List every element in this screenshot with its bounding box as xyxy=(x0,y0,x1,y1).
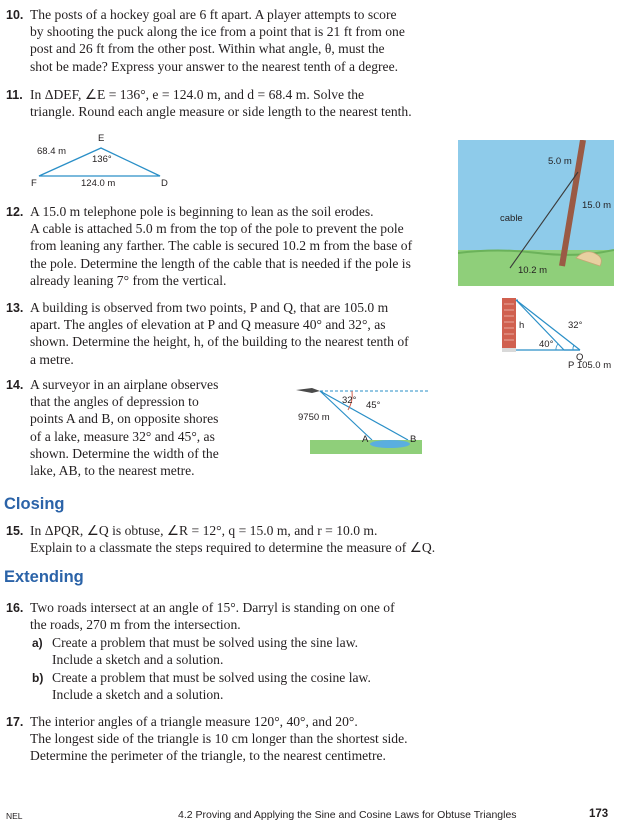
text-line: The longest side of the triangle is 10 cm longer than the shortest side. xyxy=(30,731,408,747)
question-16-number: 16. xyxy=(6,601,24,615)
text-line: A surveyor in an airplane observes xyxy=(30,377,219,392)
text-line: of a lake, measure 32° and 45°, as xyxy=(30,428,215,444)
text-line: A cable is attached 5.0 m from the top of the pole to prevent the pole xyxy=(30,221,404,237)
question-14-text xyxy=(30,376,219,479)
text-line: Explain to a classmate the steps required to determine the measure of ∠Q. xyxy=(30,540,436,556)
side-124-label: 124.0 m xyxy=(81,178,116,189)
text-line: Determine the perimeter of the triangle, to the nearest centimetre. xyxy=(30,748,386,764)
question-15-number: 15. xyxy=(6,524,24,538)
lake-shape xyxy=(370,440,410,448)
part-b-text xyxy=(52,669,371,703)
question-15-text xyxy=(30,522,435,556)
question-11-number: 11. xyxy=(6,88,23,102)
question-13-text xyxy=(30,299,409,368)
extending-heading: Extending xyxy=(4,568,84,586)
point-a-label: A xyxy=(362,434,369,445)
sky-background xyxy=(458,140,614,254)
text-line: Create a problem that must be solved using the sine law. xyxy=(52,635,359,650)
text-line: Include a sketch and a solution. xyxy=(52,687,224,703)
text-line: by shooting the puck along the ice from a point that is 21 ft from one xyxy=(30,24,405,40)
text-line: lake, AB, to the nearest metre. xyxy=(30,463,195,479)
text-line: Two roads intersect at an angle of 15°. Darryl is standing on one of xyxy=(30,600,395,615)
text-line: The posts of a hockey goal are 6 ft apart. A player attempts to score xyxy=(30,7,397,22)
text-line: from leaning any farther. The cable is secured 10.2 m from the base of xyxy=(30,238,413,254)
vertex-e-label: E xyxy=(98,133,105,144)
text-line: Create a problem that must be solved using the cosine law. xyxy=(52,670,371,685)
vertex-f-label: F xyxy=(31,178,37,189)
text-line: A 15.0 m telephone pole is beginning to lean as the soil erodes. xyxy=(30,204,374,219)
text-line: points A and B, on opposite shores xyxy=(30,411,219,427)
footer-chapter-title: 4.2 Proving and Applying the Sine and Cosine Laws for Obtuse Triangles xyxy=(178,809,517,821)
point-q-label: Q xyxy=(576,352,584,363)
question-10-text xyxy=(30,6,405,75)
text-line: the pole. Determine the length of the cable that is needed if the pole is xyxy=(30,255,411,271)
part-a-label: a) xyxy=(32,636,43,650)
footer-page-number: 173 xyxy=(589,808,609,820)
pole-length-label: 15.0 m xyxy=(582,200,612,211)
closing-heading: Closing xyxy=(4,495,65,513)
part-a-text xyxy=(52,634,358,668)
text-line: A building is observed from two points, P and Q, that are 105.0 m xyxy=(30,300,389,315)
vertex-d-label: D xyxy=(161,178,168,189)
airplane-icon xyxy=(296,388,320,393)
question-10-number: 10. xyxy=(6,8,24,22)
point-p-label: P 105.0 m xyxy=(568,360,612,370)
angle-32-label: 32° xyxy=(342,395,357,406)
angle-32-label: 32° xyxy=(568,320,583,331)
building-diagram xyxy=(500,294,619,370)
telephone-pole-diagram xyxy=(458,140,614,286)
text-line: the roads, 270 m from the intersection. xyxy=(30,617,241,633)
question-13-number: 13. xyxy=(6,301,24,315)
part-b-label: b) xyxy=(32,671,44,685)
text-line: shot be made? Express your answer to the nearest tenth of a degree. xyxy=(30,58,399,74)
text-line: post and 26 ft from the other post. Within what angle, θ, must the xyxy=(30,41,385,57)
question-17-number: 17. xyxy=(6,715,24,729)
point-b-label: B xyxy=(410,434,417,445)
text-line: shown. Determine the height, h, of the building to the nearest tenth of xyxy=(30,334,409,350)
question-12-number: 12. xyxy=(6,205,24,219)
text-line: triangle. Round each angle measure or side length to the nearest tenth. xyxy=(30,104,412,120)
text-line: a metre. xyxy=(30,351,74,367)
building-base xyxy=(502,348,516,352)
text-line: apart. The angles of elevation at P and Q measure 40° and 32°, as xyxy=(30,317,386,333)
altitude-label: 9750 m xyxy=(298,412,330,423)
airplane-diagram xyxy=(290,384,430,454)
building-shape xyxy=(502,298,516,348)
cable-label: cable xyxy=(500,213,523,224)
text-line: In ΔDEF, ∠E = 136°, e = 124.0 m, and d = 68.4 m. Solve the xyxy=(30,87,365,102)
top-segment-label: 5.0 m xyxy=(548,156,572,167)
question-16-text xyxy=(30,599,395,633)
text-line: The interior angles of a triangle measure 120°, 40°, and 20°. xyxy=(30,714,358,729)
triangle-def-diagram xyxy=(25,130,185,192)
angle-136-label: 136° xyxy=(92,154,112,165)
text-line: Include a sketch and a solution. xyxy=(52,652,224,668)
text-line: that the angles of depression to xyxy=(30,394,199,410)
text-line: shown. Determine the width of the xyxy=(30,445,219,461)
question-17-text xyxy=(30,713,408,765)
text-line: In ΔPQR, ∠Q is obtuse, ∠R = 12°, q = 15.0 m, and r = 10.0 m. xyxy=(30,523,378,538)
angle-45-label: 45° xyxy=(366,400,381,411)
angle-40-label: 40° xyxy=(539,339,554,350)
question-11-text xyxy=(30,86,412,120)
question-14-number: 14. xyxy=(6,378,24,392)
side-68-label: 68.4 m xyxy=(37,146,67,157)
height-h-label: h xyxy=(519,320,525,331)
question-12-text xyxy=(30,203,412,289)
text-line: already leaning 7° from the vertical. xyxy=(30,272,227,288)
ground-distance-label: 10.2 m xyxy=(518,265,548,276)
footer-nel: NEL xyxy=(6,811,23,821)
